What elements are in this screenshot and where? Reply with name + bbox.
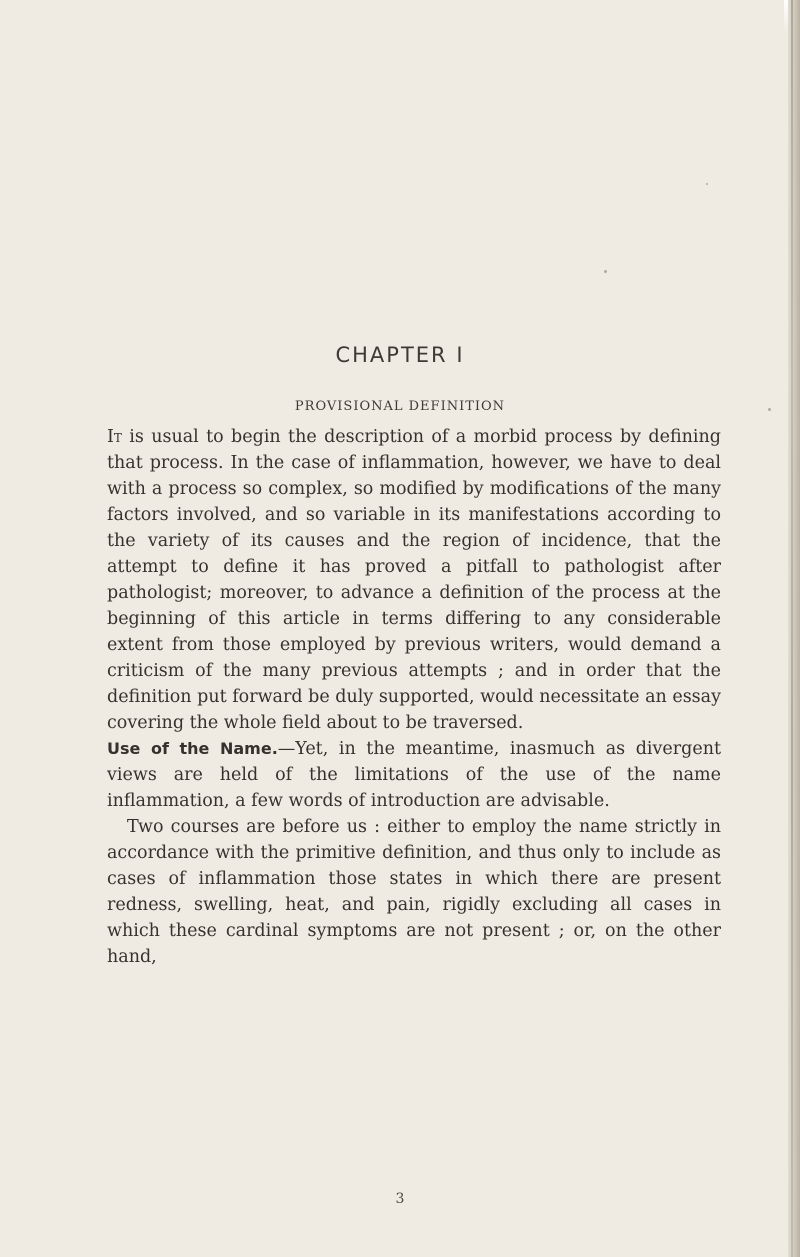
paragraph-2 (107, 736, 721, 814)
page-right-edge (788, 0, 800, 1257)
chapter-subtitle: PROVISIONAL DEFINITION (294, 399, 506, 414)
chapter-title: CHAPTER I (335, 343, 465, 367)
paper-speck (706, 183, 708, 185)
body-text (107, 424, 721, 970)
paragraph-1 (107, 424, 721, 736)
paper-speck (604, 270, 607, 273)
paragraph-1-text: is usual to begin the description of a morbid process by defining that process. In the case of inflammation, however, we have to deal with a process so complex, so modified by modifications of the many factors involved, and so variable in its manifestations according to the variety of its causes and the region of incidence, that the attempt to define it has proved a pitfall to pathologist after pathologist; moreover, to advance a definition of the process at the beginning of this article in terms differing to any considerable extent from those employed by previous writers, would demand a criticism of the many previous attempts ; and in order that the definition put forward be duly supported, would necessitate an essay covering the whole field about to be traversed. (107, 427, 721, 733)
paragraph-1-first-word: It (107, 427, 122, 447)
section-heading-use-of-the-name: Use of the Name. (107, 739, 278, 758)
binding-shadow (791, 0, 793, 1257)
page-number: 3 (395, 1191, 405, 1207)
paragraph-3: Two courses are before us : either to employ the name strictly in accordance with the primitive definition, and thus only to include as cases of inflammation those states in which there are present redness, swelling, heat, and pain, rigidly excluding all cases in which these cardinal symptoms are not present ; or, on the other hand, (107, 817, 721, 967)
paragraph-2-text: —Yet, in the meantime, inasmuch as divergent views are held of the limitations of the use of the name inflammation, a few words of introduction are advisable. (107, 739, 721, 811)
